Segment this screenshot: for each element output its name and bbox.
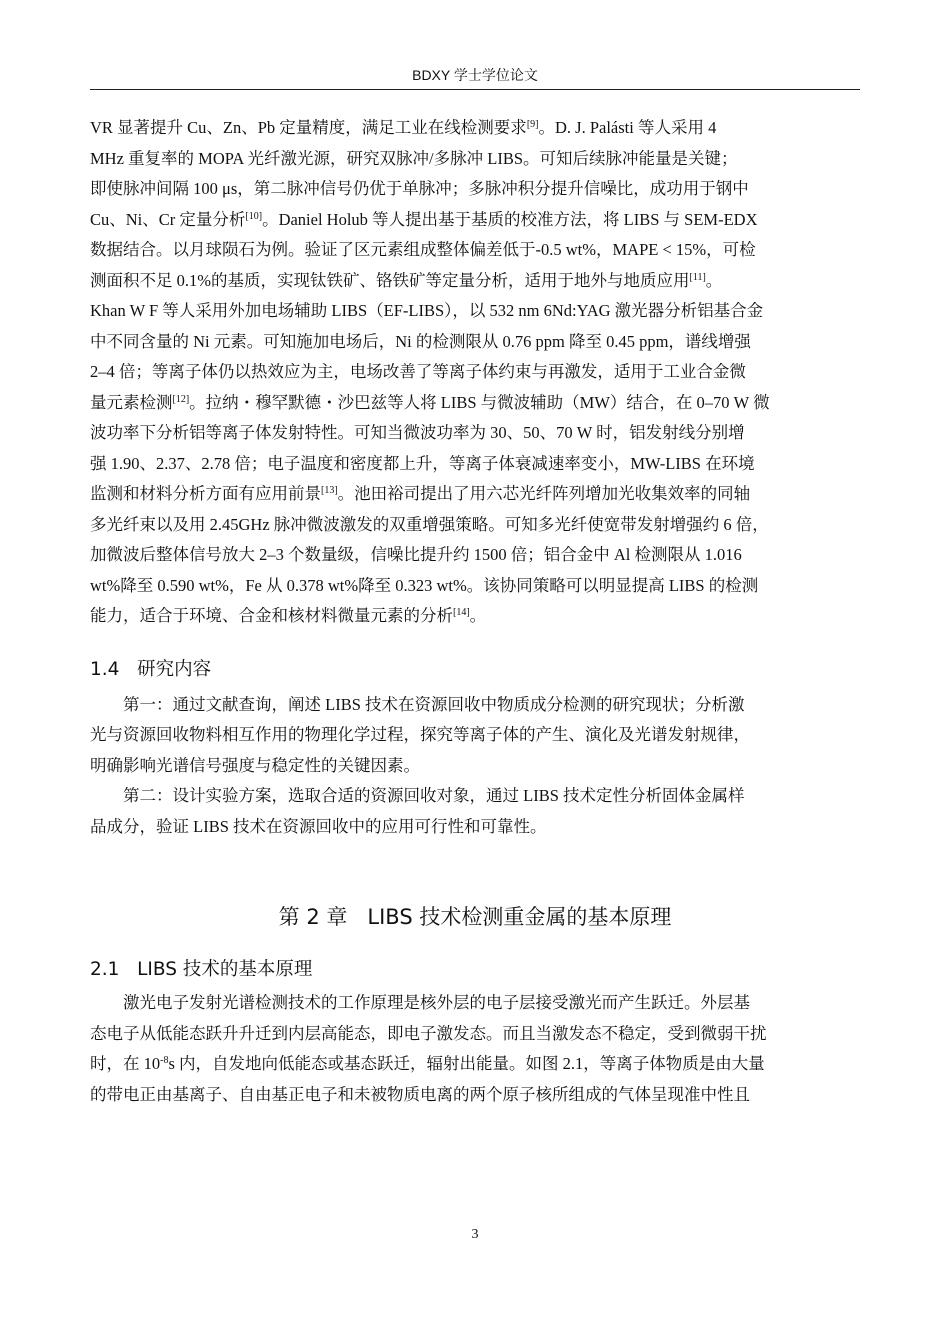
citation: [12] [172,393,190,405]
text-line: 数据结合。以月球陨石为例。验证了区元素组成整体偏差低于-0.5 wt%，MAPE < 15%，可检 [90,240,756,259]
citation: [14] [453,607,470,618]
citation: [9] [526,119,539,130]
text-line: 激光电子发射光谱检测技术的工作原理是核外层的电子层接受激光而产生跃迁。外层基 [123,993,750,1012]
text-line: Cu、Ni、Cr 定量分析[10]。Daniel Holub 等人提出基于基质的校准方法，将 LIBS 与 SEM-EDX [90,209,758,229]
chapter-title: LIBS 技术检测重金属的基本原理 [367,905,672,929]
section-number: 2.1 [90,959,120,980]
text-line: 监测和材料分析方面有应用前景[13]。池田裕司提出了用六芯光纤阵列增加光收集效率的同轴 [90,484,751,503]
section-heading-2-1 [90,956,860,984]
text-line: 品成分，验证 LIBS 技术在资源回收中的应用可行性和可靠性。 [90,816,547,836]
citation: [10] [245,210,263,222]
text-line: 加微波后整体信号放大 2–3 个数量级，信噪比提升约 1500 倍；铝合金中 Al 检测限从 1.016 [90,545,742,564]
text-line: 中不同含量的 Ni 元素。可知施加电场后，Ni 的检测限从 0.76 ppm 降至 0.45 ppm，谱线增强 [90,331,751,351]
citation: [13] [321,485,338,496]
section-title: 研究内容 [137,658,212,680]
page-number: 3 [471,1227,479,1242]
text-line: 能力，适合于环境、合金和核材料微量元素的分析[14]。 [90,606,487,625]
text-line: 时，在 $10^{-8}s$ 内，自发地向低能态或基态跃迁，辐射出能量。如图 2.1，等离子体物质是由大量 [90,1054,765,1073]
paragraph-literature-review [90,113,860,632]
text-line: 光与资源回收物料相互作用的物理化学过程，探究等离子体的产生、演化及光谱发射规律， [90,725,750,744]
text-line: VR 显著提升 Cu、Zn、Pb 定量精度，满足工业在线检测要求[9]。D. J. Palásti 等人采用 4 [90,118,717,137]
text-line: 明确影响光谱信号强度与稳定性的关键因素。 [90,755,420,775]
citation: [11] [689,271,706,283]
paragraph-research-first [90,690,860,782]
running-header: BDXY 学士学位论文 [412,67,538,83]
section-title: LIBS 技术的基本原理 [137,959,313,980]
text-line: 第二：设计实验方案，选取合适的资源回收对象，通过 LIBS 技术定性分析固体金属样 [123,786,745,805]
text-line: 第一：通过文献查询，阐述 LIBS 技术在资源回收中物质成分检测的研究现状；分析激 [123,694,745,714]
text-line: 即使脉冲间隔 100 μs，第二脉冲信号仍优于单脉冲；多脉冲积分提升信噪比，成功用于钢中 [90,179,749,198]
exponent: -8 [160,1055,169,1066]
text-line: 2–4 倍；等离子体仍以热效应为主，电场改善了等离子体约束与再激发，适用于工业合金微 [90,362,746,381]
section-heading-1-4 [90,656,860,684]
text-line: 量元素检测[12]。拉纳・穆罕默德・沙巴兹等人将 LIBS 与微波辅助（MW）结合，在 0–70 W 微 [90,392,770,412]
text-line: 波功率下分析铝等离子体发射特性。可知当微波功率为 30、50、70 W 时，铝发射线分别增 [90,423,745,442]
text-line: 的带电正由基离子、自由基正电子和未被物质电离的两个原子核所组成的气体呈现准中性且 [90,1084,750,1104]
header-rule [90,89,860,90]
paragraph-research-second [90,781,860,842]
text-line: Khan W F 等人采用外加电场辅助 LIBS（EF-LIBS），以 532 nm 6Nd:YAG 激光器分析铝基合金 [90,301,764,320]
text-line: 态电子从低能态跃升升迁到内层高能态，即电子激发态。而且当激发态不稳定，受到微弱干扰 [90,1023,767,1043]
text-line: wt%降至 0.590 wt%，Fe 从 0.378 wt%降至 0.323 wt%。该协同策略可以明显提高 LIBS 的检测 [90,575,759,595]
chapter-heading [90,902,860,932]
page-body [90,113,860,1110]
text-line: MHz 重复率的 MOPA 光纤激光源，研究双脉冲/多脉冲 LIBS。可知后续脉冲能量是关键； [90,148,738,168]
paragraph-libs-principle [90,988,860,1110]
text-line: 强 1.90、2.37、2.78 倍；电子温度和密度都上升，等离子体衰减速率变小，MW-LIBS 在环境 [90,453,755,473]
chapter-label: 第 2 章 [278,905,348,929]
section-number: 1.4 [90,658,120,680]
text-line: 测面积不足 0.1%的基质，实现钛铁矿、铬铁矿等定量分析，适用于地外与地质应用[11]。 [90,270,723,290]
text-line: 多光纤束以及用 2.45GHz 脉冲微波激发的双重增强策略。可知多光纤使宽带发射增强约 6 倍， [90,514,769,534]
